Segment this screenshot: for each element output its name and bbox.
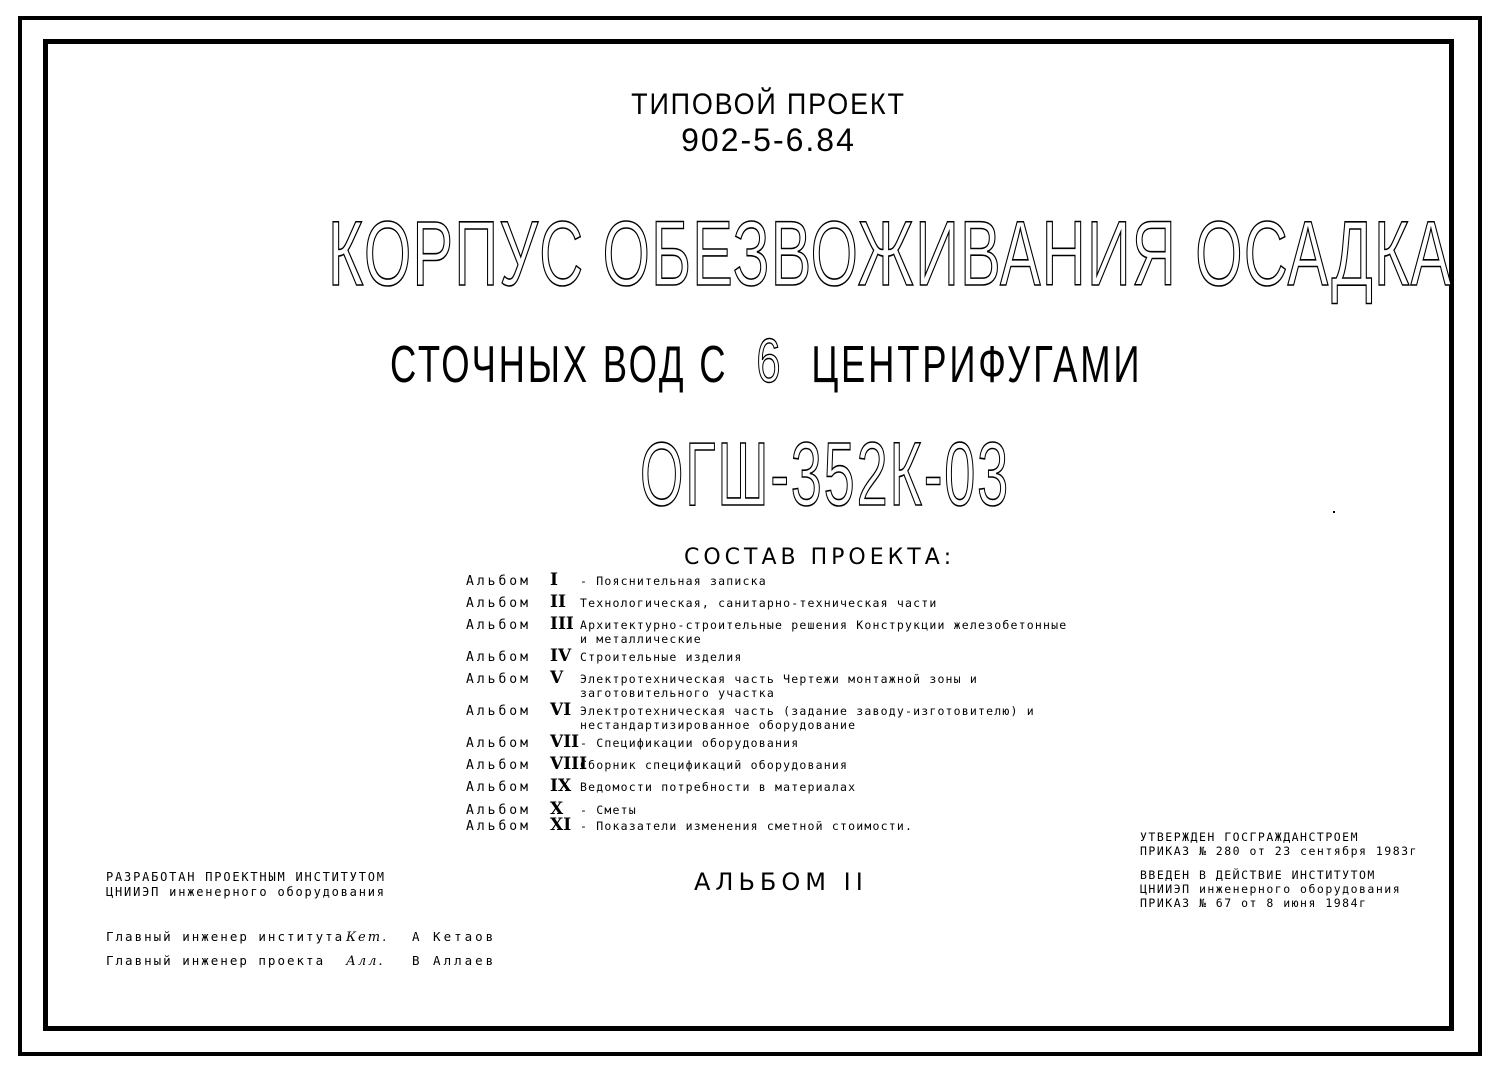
album-number: XI — [550, 815, 572, 835]
signature: Алл. — [346, 954, 385, 969]
staff-role: Главный инженер проекта — [106, 953, 326, 968]
album-title-continued: и металлические — [580, 632, 702, 646]
album-number: VIII — [550, 754, 588, 774]
staff-role: Главный инженер института — [106, 929, 345, 944]
composition-heading: СОСТАВ ПРОЕКТА: — [684, 545, 956, 570]
album-word: Альбом — [466, 736, 531, 751]
album-number: II — [550, 592, 566, 612]
project-number: 902-5-6.84 — [681, 122, 856, 158]
album-word: Альбом — [466, 803, 531, 818]
album-title: Строительные изделия — [580, 650, 743, 664]
album-word: Альбом — [466, 704, 531, 719]
current-album-label: АЛЬБОМ II — [694, 868, 868, 896]
staff-name: А Кетаов — [412, 929, 497, 944]
album-word: Альбом — [466, 574, 531, 589]
developer-line-2: ЦНИИЭП инженерного оборудования — [106, 885, 386, 899]
album-row-9 — [466, 776, 1067, 798]
album-word: Альбом — [466, 780, 531, 795]
approval-line-5: ПРИКАЗ № 67 от 8 июня 1984г — [1140, 896, 1368, 910]
album-title: Ведомости потребности в материалах — [580, 780, 857, 794]
album-title: Сборник спецификаций оборудования — [580, 758, 849, 772]
scan-speck — [1333, 511, 1335, 513]
album-word: Альбом — [466, 672, 531, 687]
album-number: VI — [550, 700, 572, 720]
album-number: IV — [550, 646, 572, 666]
approval-line-3: ВВЕДЕН В ДЕЙСТВИЕ ИНСТИТУТОМ — [1140, 868, 1376, 882]
developer-line-1: РАЗРАБОТАН ПРОЕКТНЫМ ИНСТИТУТОМ — [106, 870, 386, 884]
album-number: IX — [550, 776, 572, 796]
album-title: - Сметы — [580, 803, 637, 817]
album-title-continued: заготовительного участка — [580, 686, 775, 700]
album-word: Альбом — [466, 596, 531, 611]
album-number: V — [550, 668, 564, 688]
album-word: Альбом — [466, 650, 531, 665]
album-row-8 — [466, 754, 1067, 776]
main-title: КОРПУС ОБЕЗВОЖИВАНИЯ ОСАДКА — [328, 203, 1453, 305]
album-title: - Пояснительная записка — [580, 574, 767, 588]
album-word: Альбом — [466, 758, 531, 773]
developer-block — [106, 870, 386, 900]
subtitle-start: СТОЧНЫХ ВОД С — [390, 336, 729, 394]
album-list — [466, 570, 1067, 834]
album-title: - Показатели изменения сметной стоимости. — [580, 819, 914, 833]
album-title: Электротехническая часть (задание заводу-изготовителю) и — [580, 704, 1035, 718]
album-row-7 — [466, 732, 1067, 754]
spacer — [1140, 858, 1418, 868]
staff-name: В Аллаев — [412, 953, 497, 968]
album-row-1 — [466, 570, 1067, 592]
staff-row-chief-project — [106, 949, 496, 973]
subtitle-end: ЦЕНТРИФУГАМИ — [811, 336, 1143, 394]
album-row-11 — [466, 815, 1067, 835]
album-number: X — [550, 799, 564, 819]
album-number: VII — [550, 732, 580, 752]
approval-line-4: ЦНИИЭП инженерного оборудования — [1140, 882, 1402, 896]
project-type-label: ТИПОВОЙ ПРОЕКТ — [631, 88, 906, 121]
signature: Кет. — [346, 930, 389, 945]
approval-block — [1140, 830, 1418, 910]
staff-row-chief-institute — [106, 925, 496, 949]
centrifuge-count: 6 — [756, 327, 784, 396]
album-title-continued: нестандартизированное оборудование — [580, 718, 857, 732]
album-title: Технологическая, санитарно-техническая части — [580, 596, 938, 610]
album-word: Альбом — [466, 819, 531, 834]
equipment-code: ОГШ-352К-03 — [640, 425, 1011, 525]
staff-block — [106, 925, 496, 973]
album-number: I — [550, 570, 558, 590]
album-row-2 — [466, 592, 1067, 614]
album-row-4 — [466, 646, 1067, 668]
approval-line-1: УТВЕРЖДЕН ГОСГРАЖДАНСТРОЕМ — [1140, 830, 1360, 844]
album-number: III — [550, 614, 574, 634]
approval-line-2: ПРИКАЗ № 280 от 23 сентября 1983г — [1140, 844, 1418, 858]
subtitle — [390, 327, 1143, 396]
album-title: Архитектурно-строительные решения Конструкции железобетонные — [580, 618, 1068, 632]
album-title: - Спецификации оборудования — [580, 736, 800, 750]
album-word: Альбом — [466, 618, 531, 633]
album-row-3 — [466, 614, 1067, 636]
album-title: Электротехническая часть Чертежи монтажной зоны и — [580, 672, 979, 686]
